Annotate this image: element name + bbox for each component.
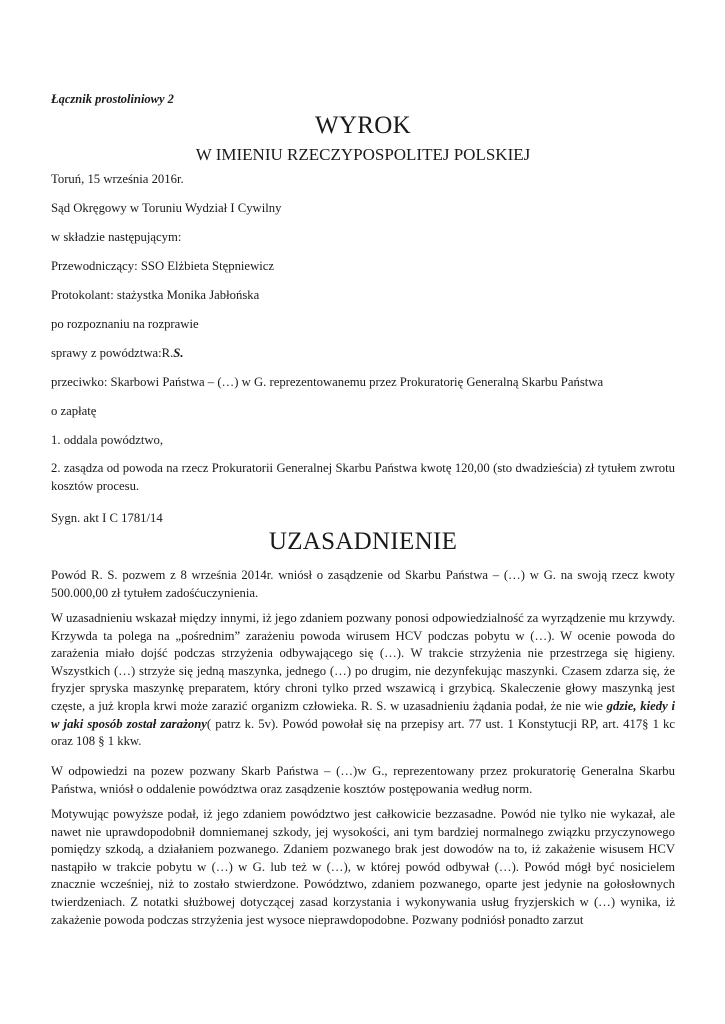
justification-paragraph-1: Powód R. S. pozwem z 8 września 2014r. wniósł o zasądzenie od Skarbu Państwa – (…) w G. na swoją rzecz kwoty 500.000,00 zł tytułem zadośćuczynienia. [51,568,675,600]
ruling-point-1: 1. oddala powództwo, [51,433,164,447]
justification-title: UZASADNIENIE [268,528,458,555]
document-title: WYROK [315,112,411,139]
case-suffix: S. [173,346,184,360]
date-place: Toruń, 15 września 2016r. [51,172,184,186]
heard-line: po rozpoznaniu na rozprawie [51,317,199,331]
case-prefix: sprawy z powództwa:R. [51,346,174,360]
paragraph-2-text-end: ( patrz k. 5v). Powód powołał się na przepisy art. 77 ust. 1 Konstytucji RP, art. 417§ 1 kc oraz 108 § 1 kkw. [51,716,676,749]
subject-line: o zapłatę [51,404,97,418]
chair-line: Przewodniczący: SSO Elżbieta Stępniewicz [51,259,275,273]
justification-paragraph-4: Motywując powyższe podał, iż jego zdaniem powództwo jest całkowicie bezzasadne. Powód nie tylko nie wykazał, ale nawet nie uprawdopodobnił domniemanej szkody, jej wysokości, ani tym bardziej normalnego związku przyczynowego pomiędzy szkodą, a działaniem pozwanego. Zdaniem pozwanego brak jest dowodów na to, iż zakażenie wisusem HCV nastąpiło w trakcie pobytu w (…) w G. lub też w (…), w której powód odbywał (…). Powód mógł być nosicielem znacznie wcześniej, niż to zostało stwierdzone. Powództwo, zdaniem pozwanego, oparte jest jedynie na gołosłownych twierdzeniach. Z notatki służbowej dotyczącej zasad korzystania i wykonywania usług fryzjerskich w (…) wynika, iż zakażenie powoda podczas strzyżenia jest wysoce nieprawdopodobne. Pozwany podniósł ponadto zarzut [51,807,675,927]
connector-label: Łącznik prostoliniowy 2 [51,92,174,106]
clerk-line: Protokolant: stażystka Monika Jabłońska [51,288,260,302]
court-name: Sąd Okręgowy w Toruniu Wydział I Cywilny [51,201,282,215]
document-subtitle: W IMIENIU RZECZYPOSPOLITEJ POLSKIEJ [195,145,531,164]
paragraph-2-emphasis: gdzie, kiedy i w jaki sposób został zarażony [51,698,675,731]
case-line [51,346,184,361]
justification-paragraph-2 [51,610,675,751]
against-line: przeciwko: Skarbowi Państwa – (…) w G. reprezentowanemu przez Prokuratorię Generalną Skarbu Państwa [51,375,604,389]
case-signature: Sygn. akt I C 1781/14 [51,511,163,525]
paragraph-2-text: W uzasadnieniu wskazał między innymi, iż jego zdaniem pozwany ponosi odpowiedzialność za wyrządzenie mu krzywdy. Krzywda ta polega na „pośrednim” zarażeniu powoda wirusem HCV podczas pobytu w (…). W ocenie powoda do zarażenia miało dojść podczas strzyżenia odbywającego się (…). W trakcie strzyżenia nie przestrzega się higieny. Wszystkich (…) strzyże się jedną maszynka, jednego (…) po drugim, nie dezynfekując maszynki. Czasem zdarza się, że fryzjer spryska maszynkę preparatem, który chroni tylko przed wszawicą i grzybicą. Skaleczenie głowy maszynką jest częste, a już kropla krwi może zarazić organizm człowieka. R. S. w uzasadnieniu żądania podał, że nie wie [51,611,675,713]
justification-paragraph-3: W odpowiedzi na pozew pozwany Skarb Państwa – (…)w G., reprezentowany przez prokuratorię Generalna Skarbu Państwa, wniósł o oddalenie powództwa oraz zasądzenie kosztów postępowania według norm. [51,764,675,796]
composition-line: w składzie następującym: [51,230,182,244]
ruling-point-2: 2. zasądza od powoda na rzecz Prokuratorii Generalnej Skarbu Państwa kwotę 120,00 (sto dwadzieścia) zł tytułem zwrotu kosztów procesu. [51,461,675,493]
